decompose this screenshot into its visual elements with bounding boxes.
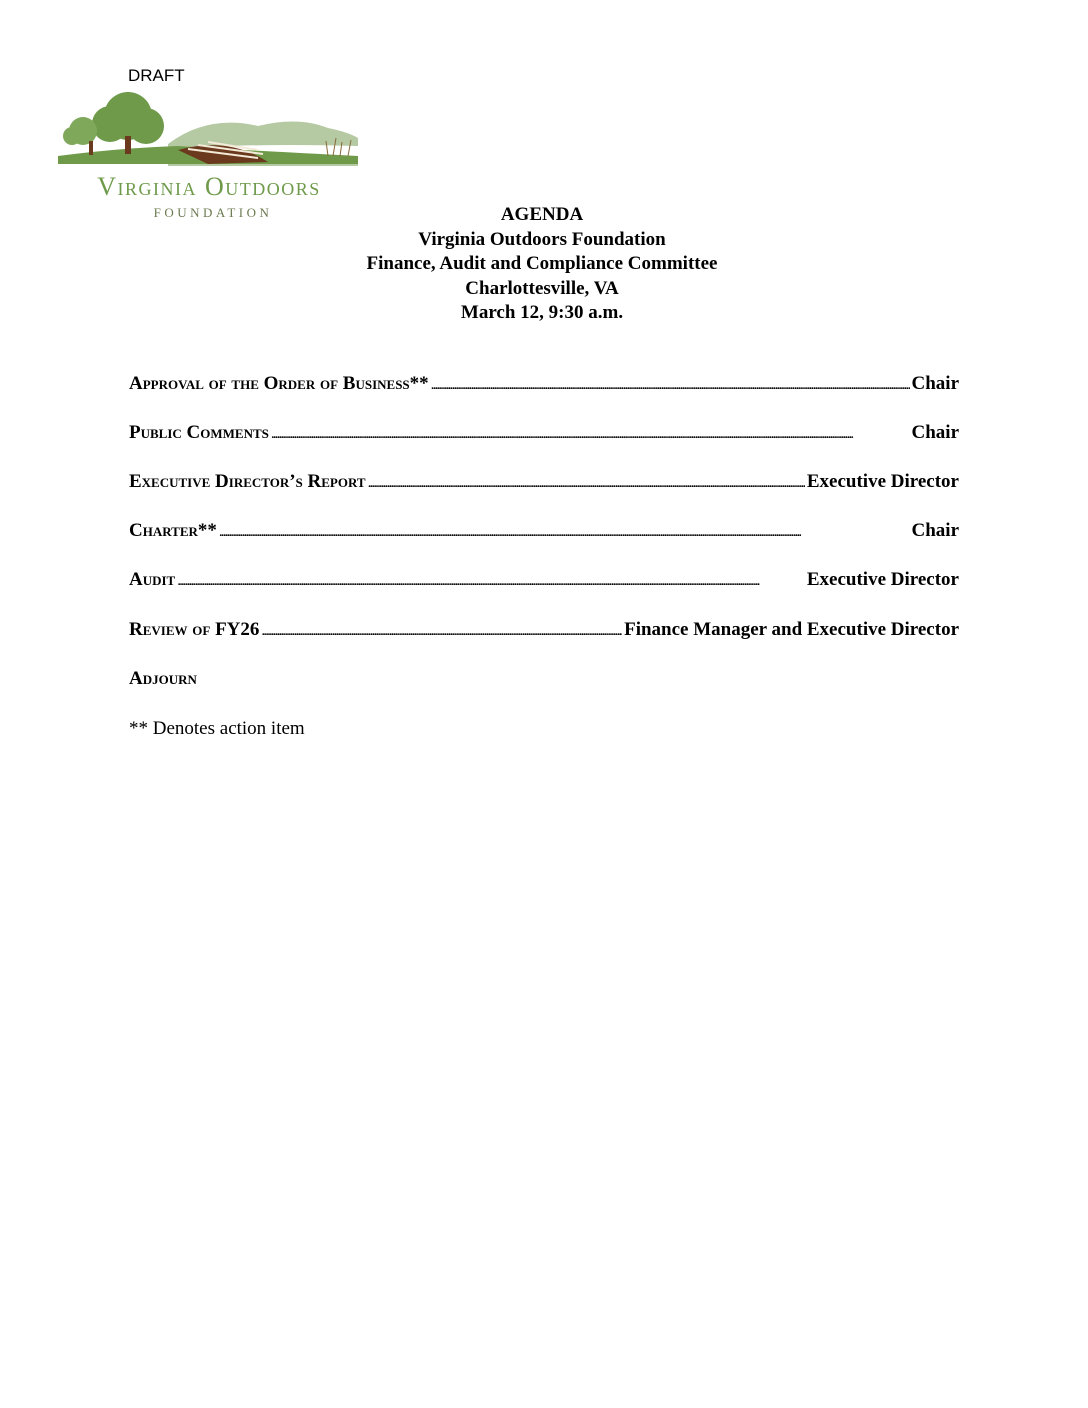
leader-dots xyxy=(261,619,622,641)
agenda-item-label: Approval of the Order of Business** xyxy=(129,373,429,394)
leader-dots xyxy=(177,569,805,591)
organization-name: Virginia Outdoors Foundation xyxy=(418,228,666,250)
committee-name: Finance, Audit and Compliance Committee xyxy=(366,253,718,275)
agenda-item-presenter: Chair xyxy=(911,520,959,541)
agenda-item xyxy=(129,668,959,690)
action-item-note: ** Denotes action item xyxy=(129,718,305,739)
meeting-datetime: March 12, 9:30 a.m. xyxy=(460,302,624,324)
agenda-item-presenter: Finance Manager and Executive Director xyxy=(624,619,959,640)
svg-text:FOUNDATION: FOUNDATION xyxy=(153,205,273,220)
agenda-item-label: Review of FY26 xyxy=(129,619,260,640)
agenda-item-presenter: Executive Director xyxy=(806,471,959,492)
agenda-item-presenter: Chair xyxy=(911,373,959,394)
agenda-item xyxy=(129,422,959,444)
agenda-item xyxy=(129,569,959,591)
leader-dots xyxy=(219,520,910,542)
leader-dots xyxy=(368,471,805,493)
agenda-item xyxy=(129,373,959,395)
leader-dots xyxy=(271,422,910,444)
agenda-item-label: Executive Director’s Report xyxy=(129,471,366,492)
leader-dots xyxy=(431,373,910,395)
meeting-location: Charlottesville, VA xyxy=(465,277,619,299)
agenda-item-label: Charter** xyxy=(129,520,217,541)
agenda-title: AGENDA xyxy=(500,204,584,225)
agenda-item-presenter: Executive Director xyxy=(806,569,959,590)
logo-text: Virginia Outdoors xyxy=(97,172,321,201)
agenda-header xyxy=(0,203,1088,326)
agenda-item xyxy=(129,520,959,542)
draft-label: DRAFT xyxy=(128,66,185,85)
agenda-item xyxy=(129,619,959,641)
virginia-outdoors-foundation-logo xyxy=(58,86,360,222)
agenda-item xyxy=(129,471,959,493)
agenda-item-presenter: Chair xyxy=(911,422,959,443)
agenda-item-label: Adjourn xyxy=(129,668,197,689)
agenda-item-label: Audit xyxy=(129,569,176,590)
agenda-item-label: Public Comments xyxy=(129,422,269,443)
